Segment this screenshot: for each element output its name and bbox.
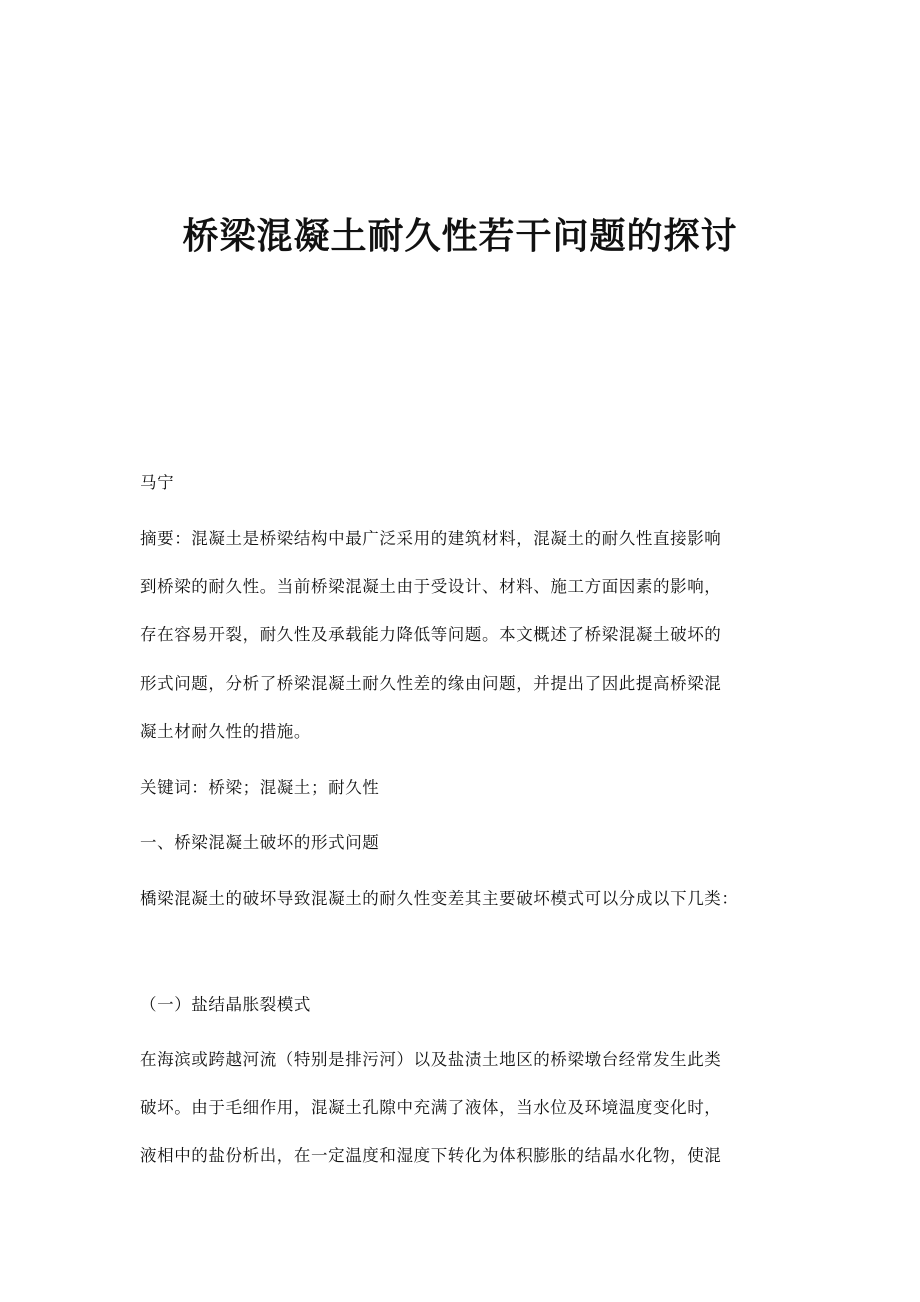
section-heading: 一、桥梁混凝土破坏的形式问题 (140, 833, 380, 852)
abstract-line: 形式问题，分析了桥梁混凝土耐久性差的缘由问题，并提出了因此提高桥梁混 (140, 674, 722, 693)
keywords: 关键词：桥梁；混凝土；耐久性 (140, 778, 380, 797)
abstract-line: 摘要：混凝土是桥梁结构中最广泛采用的建筑材料，混凝土的耐久性直接影响 (140, 529, 722, 548)
section-intro: 橋梁混凝土的破坏导致混凝土的耐久性变差其主要破坏模式可以分成以下几类： (140, 889, 739, 908)
abstract-line: 存在容易开裂，耐久性及承载能力降低等问题。本文概述了桥梁混凝土破坏的 (140, 625, 722, 644)
abstract-line: 凝土材耐久性的措施。 (140, 722, 311, 741)
abstract-line: 到桥梁的耐久性。当前桥梁混凝土由于受设计、材料、施工方面因素的影响， (140, 577, 722, 596)
body-line: 破坏。由于毛细作用，混凝土孔隙中充满了液体，当水位及环境温度变化时， (140, 1098, 722, 1117)
document-title: 桥梁混凝土耐久性若干问题的探讨 (182, 215, 738, 257)
subsection-heading: （一）盐结晶胀裂模式 (140, 995, 311, 1014)
body-line: 液相中的盐份析出，在一定温度和湿度下转化为体积膨胀的结晶水化物，使混 (140, 1146, 722, 1165)
body-line: 在海滨或跨越河流（特别是排污河）以及盐渍土地区的桥梁墩台经常发生此类 (140, 1050, 722, 1069)
author-name: 马宁 (140, 473, 175, 492)
